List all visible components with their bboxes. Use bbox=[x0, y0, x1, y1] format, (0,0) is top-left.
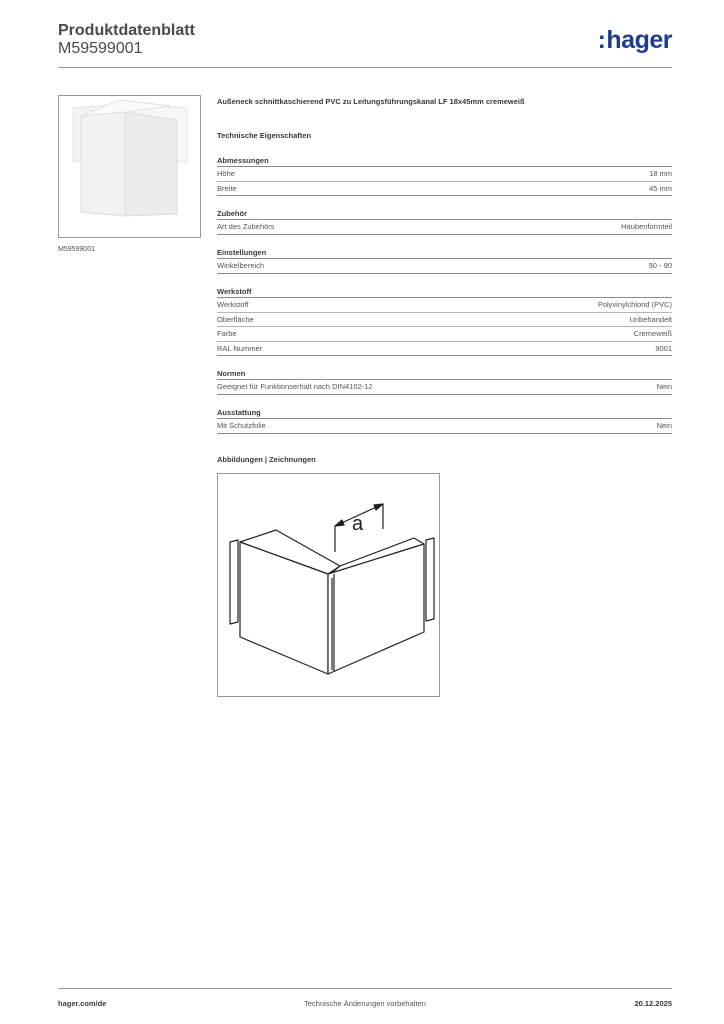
product-name: Außeneck schnittkaschierend PVC zu Leitungsführungskanal LF 18x45mm cremeweiß bbox=[217, 97, 525, 106]
spec-row bbox=[217, 327, 672, 342]
drawings-title: Abbildungen | Zeichnungen bbox=[217, 455, 316, 464]
spec-row bbox=[217, 220, 672, 235]
spec-label: Werkstoff bbox=[217, 300, 249, 309]
footer-notice: Technische Änderungen vorbehalten bbox=[304, 999, 426, 1008]
spec-group-accessories bbox=[217, 208, 672, 235]
spec-row bbox=[217, 167, 672, 182]
product-photo bbox=[58, 95, 201, 238]
spec-label: Breite bbox=[217, 183, 237, 193]
spec-row bbox=[217, 342, 672, 357]
spec-group-settings bbox=[217, 247, 672, 274]
footer-website: hager.com/de bbox=[58, 999, 107, 1008]
spec-label: Winkelbereich bbox=[217, 261, 265, 270]
logo-text: hager bbox=[606, 26, 672, 54]
spec-label: Höhe bbox=[217, 169, 235, 178]
spec-value: 45 mm bbox=[649, 183, 672, 193]
spec-heading: Werkstoff bbox=[217, 286, 672, 298]
spec-value: Nein bbox=[656, 421, 672, 430]
spec-group-dimensions bbox=[217, 155, 672, 196]
spec-value: 18 mm bbox=[649, 169, 672, 178]
spec-value: Nein bbox=[656, 382, 672, 391]
spec-label: RAL Nummer bbox=[217, 343, 263, 353]
document-title: Produktdatenblatt bbox=[58, 22, 195, 39]
spec-value: Cremeweiß bbox=[633, 329, 672, 338]
footer-date: 20.12.2025 bbox=[634, 999, 672, 1008]
technical-drawing bbox=[217, 473, 440, 697]
spec-heading: Abmessungen bbox=[217, 155, 672, 167]
page-footer bbox=[58, 988, 672, 1008]
spec-label: Geeignet für Funktionserhalt nach DIN4102-12 bbox=[217, 382, 373, 391]
technical-properties-title: Technische Eigenschaften bbox=[217, 131, 312, 140]
spec-group-standards bbox=[217, 368, 672, 395]
spec-row bbox=[217, 298, 672, 313]
spec-row bbox=[217, 380, 672, 395]
spec-heading: Normen bbox=[217, 368, 672, 380]
spec-label: Art des Zubehörs bbox=[217, 222, 275, 231]
spec-label: Farbe bbox=[217, 329, 237, 338]
photo-caption: M59599001 bbox=[58, 246, 95, 253]
spec-group-material bbox=[217, 286, 672, 356]
spec-row bbox=[217, 259, 672, 274]
dimension-label: a bbox=[352, 513, 364, 535]
spec-row bbox=[217, 419, 672, 434]
spec-value: Haubenformteil bbox=[621, 222, 672, 231]
hager-logo bbox=[598, 26, 672, 55]
spec-value: 9001 bbox=[655, 343, 672, 353]
page-header bbox=[58, 22, 672, 68]
spec-row bbox=[217, 313, 672, 328]
spec-value: 90 - 90 bbox=[648, 261, 672, 270]
spec-heading: Einstellungen bbox=[217, 247, 672, 259]
logo-colon: : bbox=[597, 26, 606, 54]
spec-heading: Ausstattung bbox=[217, 407, 672, 419]
spec-value: Unbehandelt bbox=[629, 314, 672, 324]
spec-value: Polyvinylchlorid (PVC) bbox=[597, 300, 672, 309]
spec-label: Mit Schutzfolie bbox=[217, 421, 266, 430]
spec-label: Oberfläche bbox=[217, 314, 254, 324]
spec-row bbox=[217, 182, 672, 197]
spec-heading: Zubehör bbox=[217, 208, 672, 220]
spec-group-equipment bbox=[217, 407, 672, 434]
article-number: M59599001 bbox=[58, 40, 143, 57]
